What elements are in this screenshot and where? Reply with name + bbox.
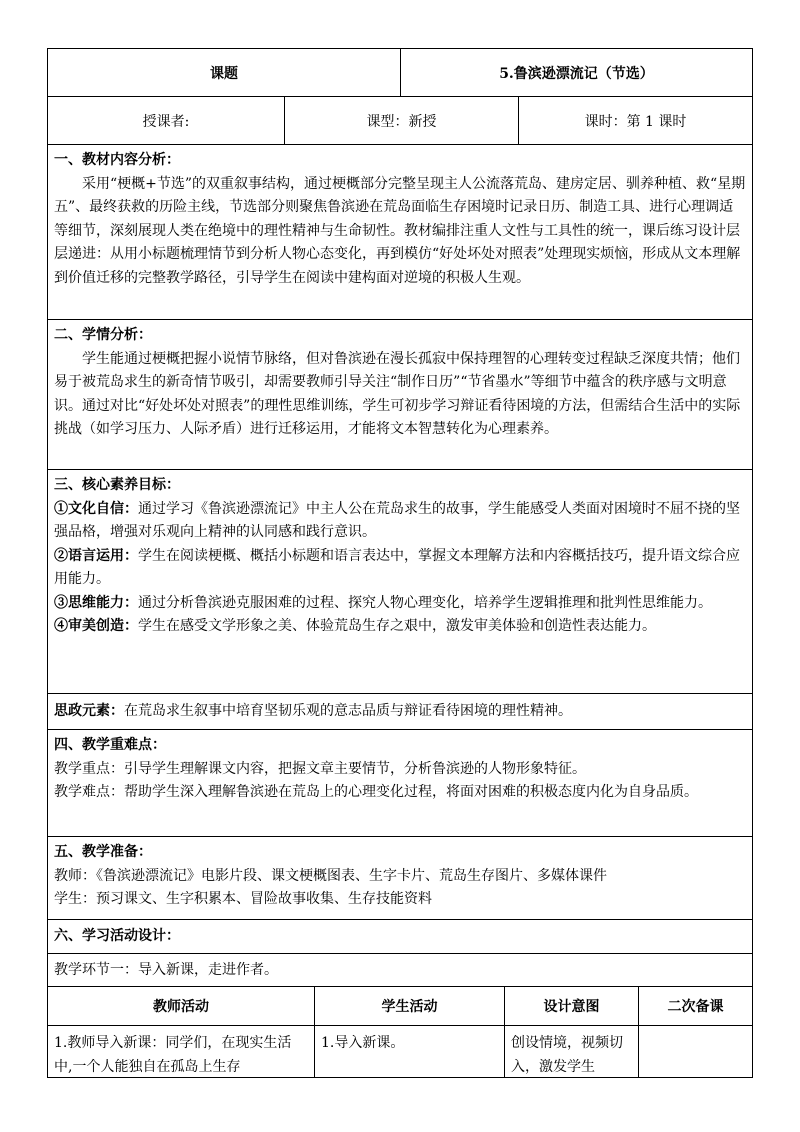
design-intent-column bbox=[504, 987, 638, 1077]
student-prep: 学生：预习课文、生字积累本、冒险故事收集、生存技能资料 bbox=[54, 891, 432, 907]
table-header: 二次备课 bbox=[639, 987, 752, 1026]
table-cell: 创设情境，视频切入，激发学生 bbox=[511, 1035, 623, 1075]
goal-text: 通过分析鲁滨逊克服困难的过程、探究人物心理变化，培养学生逻辑推理和批判性思维能力。 bbox=[138, 594, 712, 611]
section-title: 五、教学准备： bbox=[54, 844, 152, 860]
second-prep-column bbox=[638, 987, 752, 1077]
topic-value: 5.鲁滨逊漂流记（节选） bbox=[400, 49, 752, 96]
teaching-difficulty: 教学难点：帮助学生深入理解鲁滨逊在荒岛上的心理变化过程，将面对困难的积极态度内化为自身品质。 bbox=[54, 784, 698, 800]
goal-label: ③思维能力： bbox=[54, 594, 138, 611]
table-cell: 1.教师导入新课：同学们，在现实生活中,一个人能独自在孤岛上生存 bbox=[54, 1035, 292, 1075]
goal-text: 通过学习《鲁滨逊漂流记》中主人公在荒岛求生的故事，学生能感受人类面对困境时不屈不挠的坚强品格，增强对乐观向上精神的认同感和践行意识。 bbox=[54, 500, 740, 540]
goal-label: ④审美创造： bbox=[54, 618, 138, 634]
goal-item bbox=[54, 592, 746, 616]
teacher-label: 授课者: bbox=[142, 113, 190, 130]
section-text: 采用“梗概+节选”的双重叙事结构，通过梗概部分完整呈现主人公流落荒岛、建房定居、驯养种植、救“星期五”、最终获救的历险主线，节选部分则聚焦鲁滨逊在荒岛面临生存困境时记录日历、制造工具、进行心理调适等细节，深刻展现人类在绝境中的理性精神与生命韧性。教材编排注重人文性与工具性的统一，课后练习设计层层递进：从用小标题梳理情节到分析人物心态变化，再到模仿“好处坏处对照表”处理现实烦恼，形成从文本理解到价值迁移的完整教学路径，引导学生在阅读中建构面对逆境的积极人生观。 bbox=[54, 175, 746, 286]
section-title: 三、核心素养目标： bbox=[54, 477, 180, 493]
lesson-info-row bbox=[47, 96, 753, 144]
material-analysis-section bbox=[47, 144, 753, 319]
teaching-focus: 教学重点：引导学生理解课文内容，把握文章主要情节，分析鲁滨逊的人物形象特征。 bbox=[54, 760, 586, 777]
ideology-section bbox=[47, 693, 753, 729]
ideology-label: 思政元素： bbox=[54, 703, 124, 719]
preparation-section bbox=[47, 836, 753, 919]
goal-item bbox=[54, 615, 746, 639]
activity-step-row bbox=[47, 953, 753, 986]
table-header: 学生活动 bbox=[315, 987, 504, 1026]
student-analysis-section bbox=[47, 319, 753, 469]
section-title: 一、教材内容分析： bbox=[54, 152, 180, 168]
section-title: 六、学习活动设计： bbox=[54, 928, 180, 944]
section-title: 二、学情分析： bbox=[54, 327, 152, 343]
activity-design-section bbox=[47, 919, 753, 953]
goal-text: 学生在阅读梗概、概括小标题和语言表达中，掌握文本理解方法和内容概括技巧，提升语文综合应用能力。 bbox=[54, 547, 740, 587]
activity-table bbox=[47, 986, 753, 1078]
table-cell bbox=[639, 1026, 752, 1036]
student-activity-column bbox=[314, 987, 504, 1077]
goal-label: ②语言运用： bbox=[54, 547, 138, 564]
goal-item bbox=[54, 545, 746, 592]
key-points-section bbox=[47, 729, 753, 836]
teacher-prep: 教师：《鲁滨逊漂流记》电影片段、课文梗概图表、生字卡片、荒岛生存图片、多媒体课件 bbox=[54, 867, 607, 884]
ideology-text: 在荒岛求生叙事中培育坚韧乐观的意志品质与辩证看待困境的理性精神。 bbox=[124, 703, 572, 719]
teacher-activity-column bbox=[48, 987, 314, 1077]
goal-item bbox=[54, 498, 746, 545]
goal-text: 学生在感受文学形象之美、体验荒岛生存之艰中，激发审美体验和创造性表达能力。 bbox=[138, 618, 656, 634]
activity-step: 教学环节一：导入新课，走进作者。 bbox=[54, 962, 278, 978]
topic-label: 课题 bbox=[210, 65, 238, 82]
table-cell: 1.导入新课。 bbox=[321, 1035, 405, 1051]
table-header: 设计意图 bbox=[505, 987, 638, 1026]
goal-label: ①文化自信： bbox=[54, 500, 138, 517]
table-header: 教师活动 bbox=[48, 987, 314, 1026]
topic-row bbox=[47, 48, 753, 96]
lesson-type: 课型：新授 bbox=[284, 97, 518, 144]
section-title: 四、教学重难点： bbox=[54, 737, 166, 753]
section-text: 学生能通过梗概把握小说情节脉络，但对鲁滨逊在漫长孤寂中保持理智的心理转变过程缺乏深度共情；他们易于被荒岛求生的新奇情节吸引，却需要教师引导关注“制作日历”“节省墨水”等细节中蕴含的秩序感与文明意识。通过对比“好处坏处对照表”的理性思维训练，学生可初步学习辩证看待困境的方法，但需结合生活中的实际挑战（如学习压力、人际矛盾）进行迁移运用，才能将文本智慧转化为心理素养。 bbox=[54, 350, 741, 437]
core-goals-section bbox=[47, 469, 753, 693]
lesson-time: 课时：第 1 课时 bbox=[518, 97, 752, 144]
